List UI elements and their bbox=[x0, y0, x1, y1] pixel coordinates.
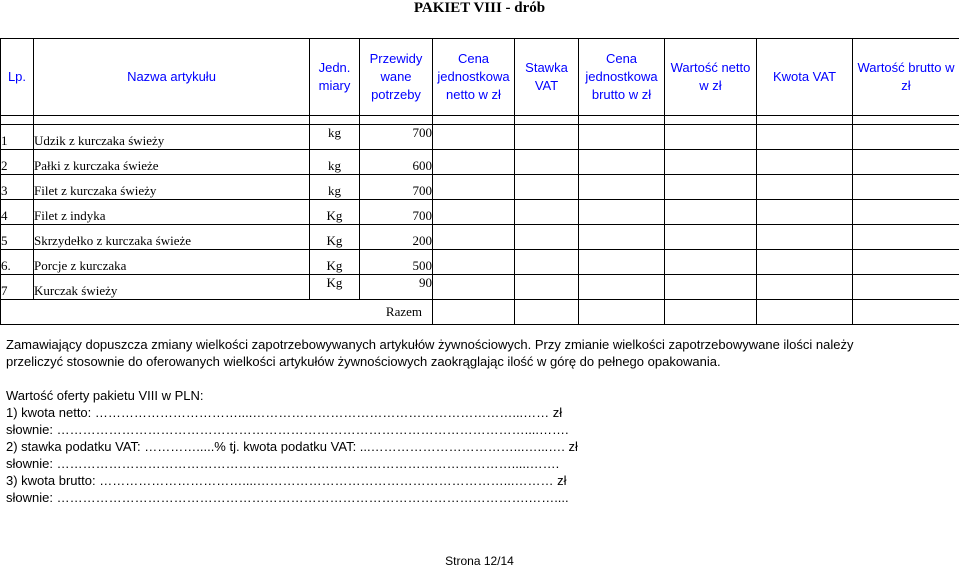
col-unit-net: Cena jednostkowa netto w zł bbox=[433, 39, 515, 116]
row-lp: 1 bbox=[1, 133, 8, 148]
table-row bbox=[1, 225, 959, 250]
row-name: Udzik z kurczaka świeży bbox=[34, 125, 310, 150]
row-lp: 2 bbox=[1, 158, 8, 173]
row-lp: 7 bbox=[1, 283, 8, 298]
row-qty: 700 bbox=[360, 125, 433, 150]
row-unit: Kg bbox=[310, 225, 360, 250]
row-lp: 5 bbox=[1, 233, 8, 248]
row-unit: Kg bbox=[310, 200, 360, 225]
row-lp: 4 bbox=[1, 208, 8, 223]
table-row bbox=[1, 250, 959, 275]
page-title: PAKIET VIII - drób bbox=[413, 0, 546, 16]
table-row bbox=[1, 125, 959, 150]
row-unit: Kg bbox=[310, 275, 360, 300]
col-qty: Przewidy wane potrzeby bbox=[360, 39, 433, 116]
total-label: Razem bbox=[1, 300, 433, 325]
row-name: Pałki z kurczaka świeże bbox=[34, 150, 310, 175]
row-name: Filet z kurczaka świeży bbox=[34, 175, 310, 200]
col-lp: Lp. bbox=[1, 39, 34, 116]
col-unit-gross: Cena jednostkowa brutto w zł bbox=[579, 39, 665, 116]
col-value-gross: Wartość brutto w zł bbox=[853, 39, 959, 116]
note-line: Zamawiający dopuszcza zmiany wielkości zapotrzebowywanych artykułów żywnościowych. Przy zmianie wielkości zapotrzebowywane ilości należy bbox=[6, 337, 854, 352]
row-name: Skrzydełko z kurczaka świeże bbox=[34, 225, 310, 250]
vat-line: 2) stawka podatku VAT: ………….....% tj. kwota podatku VAT: ...……………………………...…...…. zł bbox=[6, 439, 578, 454]
table-row bbox=[1, 175, 959, 200]
page-number: Strona 12/14 bbox=[445, 554, 514, 568]
row-name: Porcje z kurczaka bbox=[34, 250, 310, 275]
net-amount-line: 1) kwota netto: ……………………………....……………………………………………………...…… zł bbox=[6, 405, 563, 420]
row-unit: kg bbox=[310, 150, 360, 175]
col-vat-rate: Stawka VAT bbox=[515, 39, 579, 116]
row-name: Filet z indyka bbox=[34, 200, 310, 225]
row-unit: kg bbox=[310, 125, 360, 150]
row-qty: 200 bbox=[360, 225, 433, 250]
row-unit: Kg bbox=[310, 250, 360, 275]
gross-words-line: słownie: ……………………………………………………………………………………………….…….... bbox=[6, 490, 569, 505]
vat-words-line: słownie: …………………………………………………………………………………………….....……. bbox=[6, 456, 560, 471]
offer-summary bbox=[6, 387, 954, 506]
row-qty: 90 bbox=[360, 275, 433, 300]
note-line: przeliczyć stosownie do oferowanych wielkości artykułów żywnościowych zaokrąglając ilość w górę do pełnego opakowania. bbox=[6, 354, 721, 369]
total-row bbox=[1, 300, 959, 325]
col-value-net: Wartość netto w zł bbox=[665, 39, 757, 116]
col-unit: Jedn. miary bbox=[310, 39, 360, 116]
col-vat-amount: Kwota VAT bbox=[757, 39, 853, 116]
col-name: Nazwa artykułu bbox=[34, 39, 310, 116]
net-words-line: słownie: ………………………………………………………………………………………………....……. bbox=[6, 422, 569, 437]
row-unit: kg bbox=[310, 175, 360, 200]
summary-heading: Wartość oferty pakietu VIII w PLN: bbox=[6, 388, 204, 403]
gross-amount-line: 3) kwota brutto: ……………………………....…………………………………………………...……… zł bbox=[6, 473, 567, 488]
row-qty: 700 bbox=[360, 175, 433, 200]
table-row bbox=[1, 200, 959, 225]
row-qty: 500 bbox=[360, 250, 433, 275]
row-lp: 6. bbox=[1, 258, 11, 273]
table-row bbox=[1, 275, 959, 300]
table-row bbox=[1, 150, 959, 175]
row-qty: 700 bbox=[360, 200, 433, 225]
row-qty: 600 bbox=[360, 150, 433, 175]
price-table bbox=[0, 38, 959, 325]
notes bbox=[6, 336, 954, 370]
row-lp: 3 bbox=[1, 183, 8, 198]
row-name: Kurczak świeży bbox=[34, 275, 310, 300]
table-header bbox=[1, 39, 959, 116]
